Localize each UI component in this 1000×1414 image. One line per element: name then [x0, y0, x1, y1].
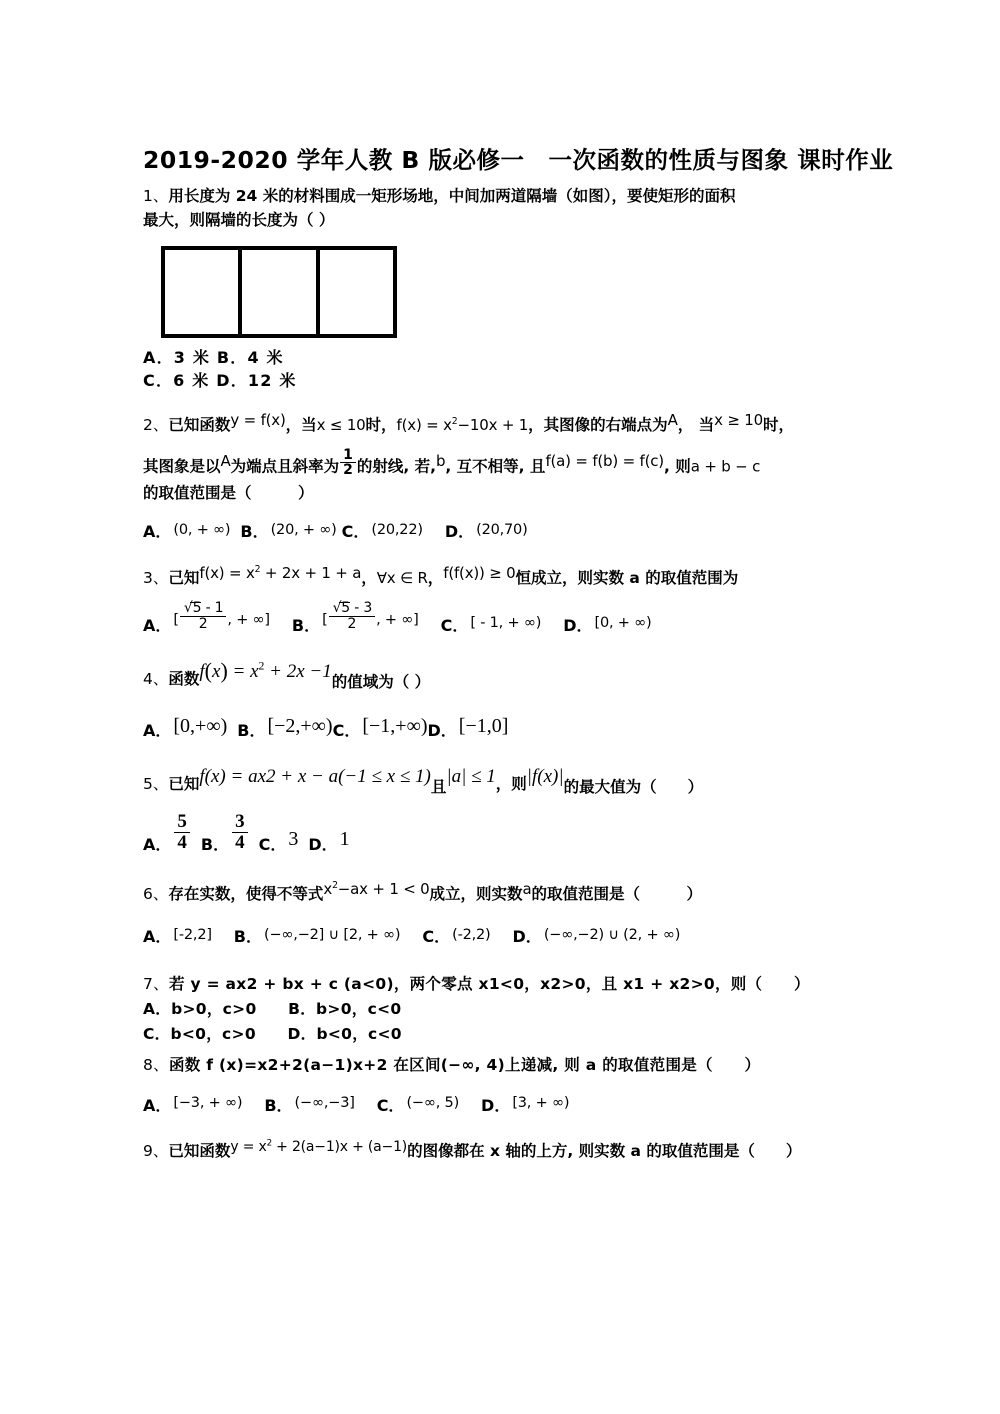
- option-value: [0, + ∞): [594, 615, 652, 632]
- option-label: C．: [440, 615, 469, 635]
- question-8-option-a[interactable]: [143, 1093, 242, 1119]
- question-2-math-j: f(a) = f(b) = f(c): [545, 452, 664, 471]
- question-2-slope-fraction: $\frac{1}{2}$: [340, 448, 356, 478]
- question-2-seg-e: ， 当: [677, 416, 715, 435]
- question-2-line-2: [143, 446, 858, 482]
- option-value: (−∞, 5): [406, 1094, 460, 1111]
- question-3-seg-a: 己知: [168, 568, 200, 587]
- option-label: A．: [143, 834, 172, 854]
- question-7-options-line-2[interactable]: C．b<0，c>0 D．b<0，c<0: [143, 1025, 402, 1044]
- option-value-fraction: $\frac{3}{4}$: [232, 812, 248, 853]
- option-value: (−∞,−2) ∪ (2, + ∞): [543, 926, 681, 943]
- question-3-math-b: ∀x ∈ R: [376, 568, 428, 587]
- question-6-option-b[interactable]: [234, 924, 401, 950]
- option-label: B．: [200, 834, 230, 854]
- question-6-math-b: a: [522, 880, 532, 899]
- question-7: [143, 972, 858, 1047]
- option-label: B．: [233, 927, 262, 947]
- question-6-option-d[interactable]: [513, 924, 681, 950]
- question-1: [143, 185, 858, 392]
- question-2-math-e: x ≥ 10: [714, 411, 763, 430]
- question-1-text-1: 用长度为 24 米的材料围成一矩形场地，中间加两道隔墙（如图），要使矩形的面积: [168, 187, 736, 206]
- question-3: [143, 563, 858, 639]
- question-3-seg-c: ，: [427, 568, 444, 587]
- option-value: (20,22): [371, 521, 423, 538]
- option-label: D．: [512, 927, 542, 947]
- question-3-option-d[interactable]: [563, 613, 651, 639]
- question-8-option-c[interactable]: [377, 1093, 459, 1119]
- option-value: [ √ 5 - 3 2 , + ∞]: [322, 599, 419, 632]
- question-2-seg-f: 时，: [762, 416, 794, 435]
- option-value: (-2,2): [452, 926, 491, 943]
- option-label: D．: [427, 721, 457, 741]
- figure-cell-2: [242, 250, 319, 334]
- option-value: [0,+∞): [173, 714, 228, 737]
- question-5-line-1: [143, 765, 858, 799]
- page-title: 2019-2020 学年人教 B 版必修一 一次函数的性质与图象 课时作业: [143, 146, 894, 174]
- question-2-option-c[interactable]: [342, 519, 423, 545]
- question-4-options: [143, 712, 858, 744]
- option-label: B．: [237, 721, 266, 741]
- option-value: (−∞,−2] ∪ [2, + ∞): [264, 926, 401, 943]
- question-9-seg-b: 的图像都在 x 轴的上方, 则实数 a 的取值范围是（ ）: [407, 1142, 802, 1161]
- option-value: 1: [339, 828, 350, 851]
- question-8: [143, 1053, 858, 1118]
- option-label: A．: [143, 721, 172, 741]
- question-4-option-a[interactable]: [143, 712, 227, 744]
- question-1-number: 1、: [143, 187, 169, 206]
- question-3-seg-d: 恒成立，则实数 a 的取值范围为: [515, 568, 739, 587]
- question-6-options: [143, 924, 858, 950]
- question-7-options-line-1[interactable]: A．b>0，c>0 B．b>0，c<0: [143, 1000, 402, 1019]
- document-content: [143, 146, 894, 1163]
- question-5: [143, 765, 858, 857]
- question-2-seg-k: , 则: [663, 457, 691, 476]
- option-label: A．: [143, 615, 172, 635]
- question-6-option-a[interactable]: [143, 924, 212, 950]
- option-value: [ - 1, + ∞): [470, 615, 542, 632]
- question-9-line-1: [143, 1140, 858, 1163]
- question-8-options: [143, 1093, 858, 1119]
- question-3-line-1: [143, 563, 858, 590]
- question-8-text: 函数 f (x)=x2+2(a−1)x+2 在区间(−∞, 4)上递减, 则 a 的取值范围是（ ）: [168, 1056, 761, 1075]
- option-label: A．: [143, 1095, 172, 1115]
- question-4-line-1: [143, 660, 858, 694]
- question-9-seg-a: 已知函数: [168, 1142, 231, 1161]
- question-4: [143, 660, 858, 744]
- figure-cell-3: [320, 250, 393, 334]
- option-value-fraction: $\frac{5}{4}$: [174, 812, 190, 853]
- rectangular-field-with-two-partitions-figure: [161, 246, 397, 338]
- question-2-option-a[interactable]: [143, 519, 230, 545]
- question-1-line-2: [143, 209, 858, 232]
- question-2-seg-i: 的射线, 若,: [356, 457, 437, 476]
- option-label: D．: [481, 1095, 511, 1115]
- question-8-number: 8、: [143, 1056, 169, 1075]
- question-3-number: 3、: [143, 568, 169, 587]
- question-2-seg-c: 时，: [365, 416, 397, 435]
- sqrt-fraction: √ 5 - 3 2: [329, 601, 376, 631]
- question-2-number: 2、: [143, 416, 169, 435]
- question-1-figure-wrap: [161, 246, 858, 338]
- question-2-option-d[interactable]: [445, 519, 528, 545]
- question-2-seg-b: ，当: [285, 416, 317, 435]
- question-2-seg-l: 的取值范围是（ ）: [143, 483, 314, 502]
- option-label: D．: [444, 522, 475, 542]
- question-6-seg-c: 的取值范围是（ ）: [531, 885, 703, 904]
- option-label: D．: [308, 834, 338, 854]
- question-2-seg-j: , 互不相等, 且: [445, 457, 546, 476]
- option-label: A．: [143, 927, 172, 947]
- option-value: (20, + ∞): [270, 521, 337, 538]
- question-7-line-1: [143, 972, 858, 997]
- question-6-math-a: $x^2-ax + 1 < 0$: [323, 880, 430, 899]
- question-2-options: [143, 519, 858, 545]
- question-3-option-a[interactable]: [143, 599, 270, 638]
- question-5-seg-a: 已知: [168, 774, 200, 793]
- question-8-line-1: [143, 1053, 858, 1078]
- option-value: [−1,+∞): [362, 714, 428, 737]
- option-value: [−2,+∞): [267, 714, 333, 737]
- question-2-math-i: b: [436, 452, 446, 471]
- question-1-line-1: [143, 185, 858, 208]
- question-2-line-3: [143, 482, 858, 505]
- question-6: [143, 880, 858, 950]
- option-value: [ √ 5 - 1 2 , + ∞]: [173, 599, 270, 632]
- question-2-math-g: A: [220, 452, 231, 471]
- question-6-option-c[interactable]: [422, 924, 490, 950]
- option-label: B．: [264, 1095, 293, 1115]
- question-7-text: 若 y = ax2 + bx + c (a<0)，两个零点 x1<0，x2>0，且 x1 + x2>0，则（ ）: [168, 975, 810, 994]
- question-3-math-a: $f(x) = x^2 + 2x + 1 + a$: [199, 563, 362, 582]
- option-label: C．: [376, 1095, 405, 1115]
- question-5-option-a[interactable]: [143, 811, 191, 857]
- question-5-seg-b: 且: [430, 777, 447, 796]
- question-5-seg-d: 的最大值为（ ）: [563, 777, 704, 796]
- question-2-seg-h: 为端点且斜率为: [230, 457, 340, 476]
- option-label: C．: [341, 522, 370, 542]
- option-value: (0, + ∞): [173, 521, 231, 538]
- question-6-seg-b: 成立，则实数: [429, 885, 523, 904]
- question-2-option-b[interactable]: [240, 519, 336, 545]
- option-label: C．: [258, 834, 287, 854]
- question-1-options-line-2: C．6 米 D．12 米: [143, 371, 297, 391]
- option-value: [−1,0]: [458, 714, 509, 737]
- question-5-math-b: |a| ≤ 1: [446, 765, 496, 787]
- question-4-math: $f(x) = x^2 + 2x -1$: [199, 658, 332, 684]
- question-6-number: 6、: [143, 885, 169, 904]
- question-2-seg-d: ，其图像的右端点为: [528, 416, 668, 435]
- question-9: [143, 1140, 858, 1163]
- sqrt-fraction: √ 5 - 1 2: [180, 601, 227, 631]
- question-5-options: [143, 811, 858, 857]
- question-4-seg-b: 的值域为（ ）: [331, 673, 431, 692]
- option-value: [-2,2]: [173, 926, 212, 943]
- question-6-line-1: [143, 880, 858, 906]
- question-3-option-b[interactable]: [291, 599, 419, 638]
- question-2-math-b: x ≤ 10: [316, 416, 366, 435]
- question-8-option-b[interactable]: [264, 1093, 354, 1119]
- question-5-option-d[interactable]: [308, 825, 349, 857]
- question-5-option-b[interactable]: [200, 811, 249, 857]
- question-2: [143, 411, 858, 544]
- question-7-number: 7、: [143, 975, 169, 994]
- question-9-math-a: $y = x^2 + 2(a-1)x + (a-1)$: [230, 1138, 408, 1156]
- question-4-option-b[interactable]: [237, 712, 332, 744]
- question-2-math-a: y = f(x): [230, 411, 286, 430]
- question-2-seg-a: 已知函数: [168, 416, 231, 435]
- question-4-seg-a: 函数: [168, 670, 200, 689]
- question-2-seg-g: 其图象是以: [143, 457, 221, 476]
- question-8-option-d[interactable]: [481, 1093, 569, 1119]
- option-value: [−3, + ∞): [173, 1094, 243, 1111]
- question-4-number: 4、: [143, 670, 169, 689]
- question-5-math-a: f(x) = ax2 + x − a(−1 ≤ x ≤ 1): [199, 765, 431, 787]
- option-value: (−∞,−3]: [294, 1094, 355, 1111]
- question-9-number: 9、: [143, 1142, 169, 1161]
- question-3-option-c[interactable]: [441, 613, 542, 639]
- question-6-seg-a: 存在实数，使得不等式: [168, 885, 324, 904]
- option-label: C．: [332, 721, 361, 741]
- question-2-math-k: a + b − c: [690, 457, 761, 476]
- option-label: B．: [240, 522, 269, 542]
- question-2-line-1: [143, 411, 858, 437]
- option-label: D．: [563, 615, 593, 635]
- option-label: B．: [291, 615, 321, 635]
- question-3-options: [143, 599, 858, 638]
- question-3-seg-b: ，: [361, 568, 377, 587]
- option-value: (20,70): [476, 521, 528, 538]
- question-1-text-2: 最大，则隔墙的长度为（ ）: [143, 210, 335, 229]
- question-5-number: 5、: [143, 774, 169, 793]
- option-label: C．: [422, 927, 451, 947]
- question-5-math-c: |f(x)|: [526, 765, 564, 787]
- question-5-option-c[interactable]: [259, 825, 299, 857]
- question-4-option-c[interactable]: [333, 712, 428, 744]
- option-label: A．: [143, 522, 172, 542]
- question-2-math-c: $f(x) = x^2-10x + 1$: [396, 416, 529, 435]
- question-1-options-line-1: A．3 米 B．4 米: [143, 347, 284, 367]
- question-4-option-d[interactable]: [427, 712, 508, 744]
- question-3-math-c: f(f(x)) ≥ 0: [443, 563, 516, 582]
- option-value: 3: [288, 828, 299, 851]
- option-value: [3, + ∞): [512, 1094, 570, 1111]
- figure-cell-1: [165, 250, 242, 334]
- question-2-math-d: A: [667, 411, 678, 430]
- question-5-seg-c: ，则: [495, 774, 527, 793]
